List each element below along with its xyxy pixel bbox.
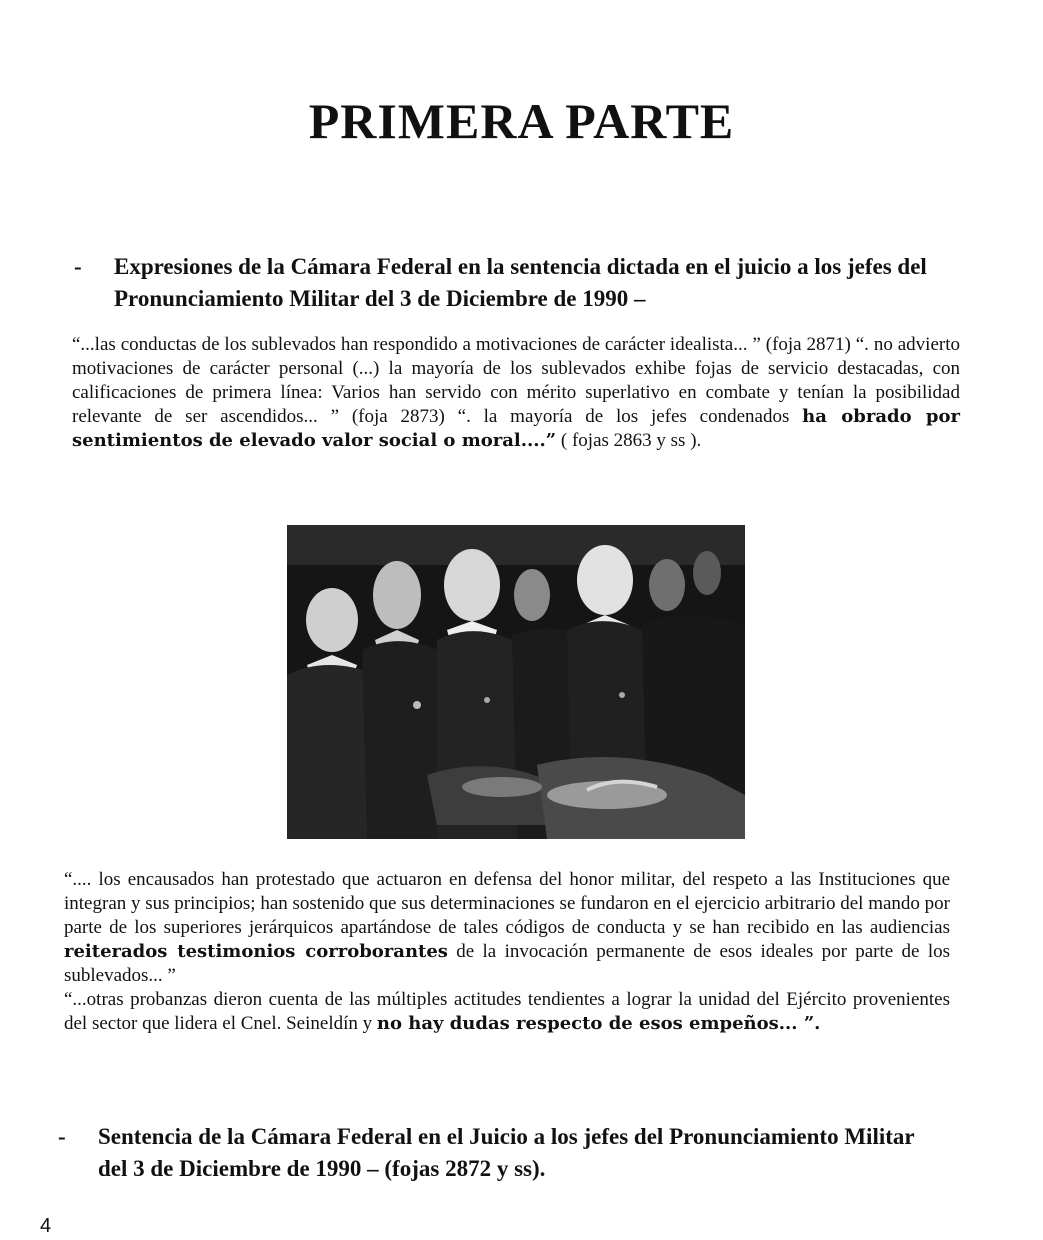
quote-bold-text: reiterados testimonios corroborantes <box>64 941 448 962</box>
quote-paragraph <box>64 868 950 988</box>
quote-bold-text: ha obrado por sentimientos de elevado valor social o moral....” <box>72 406 960 451</box>
page-number: 4 <box>40 1215 52 1237</box>
quote-text: de la invocación permanente de esos ideales por parte de los sublevados... ” <box>64 941 950 986</box>
quote-bold-text: no hay dudas respecto de esos empeños... ”. <box>376 1013 821 1034</box>
quote-text: “...las conductas de los sublevados han respondido a motivaciones de carácter idealista... ” (foja 2871) “. no advierto motivaciones de carácter personal (...) la mayoría de los sublevados exhibe fojas de servicio destacadas, con calificaciones de primera línea: Varios han servido con mérito superlativo en combate y tenían la posibilidad relevante de ser ascendidos... ” (foja 2873) “. la mayoría de los jefes condenados <box>72 334 960 427</box>
bullet-dash: - <box>58 1124 66 1149</box>
quote-text: “.... los encausados han protestado que actuaron en defensa del honor militar, del respeto a las Instituciones que integran y sus principios; han sostenido que sus determinaciones se fundaron en el ejercicio arbitrario del mando por parte de los superiores jerárquicos apartándose de tales códigos de conducta y se han recibido en las audiencias <box>64 869 950 938</box>
quote-text: ( fojas 2863 y ss ). <box>556 430 702 451</box>
officers-photo <box>287 525 745 839</box>
quote-paragraph <box>64 988 950 1036</box>
section-heading-sentencia <box>58 1121 948 1185</box>
quote-text: “...otras probanzas dieron cuenta de las múltiples actitudes tendientes a lograr la unidad del Ejército provenientes del sector que lidera el Cnel. Seineldín y <box>64 989 950 1034</box>
quote-paragraph <box>72 333 960 453</box>
section-heading-text: Expresiones de la Cámara Federal en la sentencia dictada en el juicio a los jefes del Pronunciamiento Militar del 3 de Diciembre de 1990 – <box>114 254 927 311</box>
section-heading-text: Sentencia de la Cámara Federal en el Juicio a los jefes del Pronunciamiento Militar del 3 de Diciembre de 1990 – (fojas 2872 y ss). <box>98 1124 915 1181</box>
quote-block-1 <box>72 333 960 453</box>
bullet-dash: - <box>74 254 82 279</box>
officers-photo-drawing <box>287 525 745 839</box>
page-title: PRIMERA PARTE <box>308 93 735 149</box>
section-heading-expresiones <box>74 251 964 315</box>
quote-block-2 <box>64 868 950 1036</box>
